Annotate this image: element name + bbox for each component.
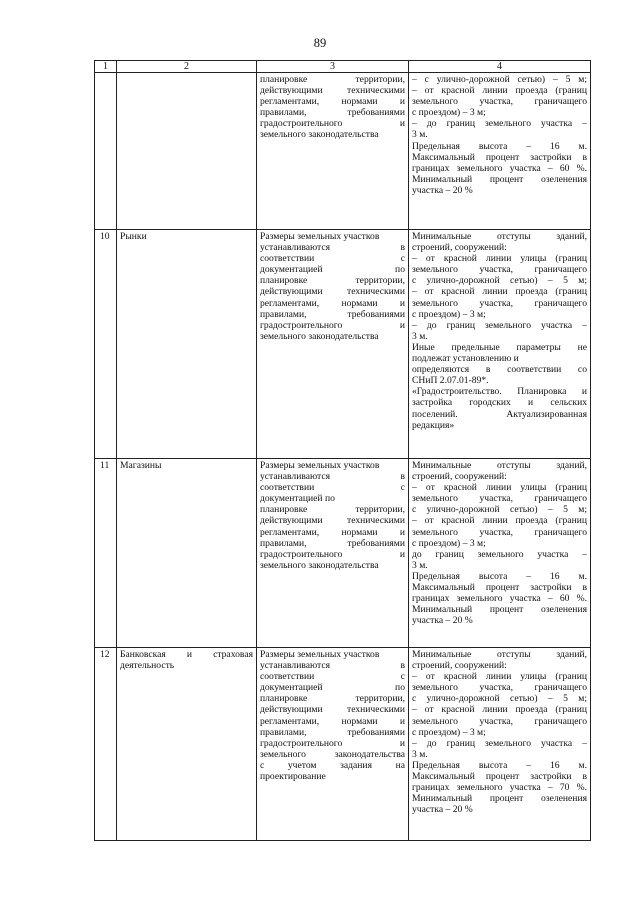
parameters-line: земельного участка, граничащего <box>412 682 587 694</box>
parameters-line: редакция» <box>412 419 455 431</box>
parameters-line: Максимальный процент застройки в <box>412 582 587 594</box>
land-size-line: градостроительного и <box>260 548 405 560</box>
parameters-line: с проездом) – 3 м; <box>412 537 486 549</box>
parameters-line: земельного участка, граничащего <box>412 264 587 276</box>
land-size-line: планировке территории, <box>260 275 405 287</box>
parameters-line: Минимальные отступы зданий, <box>412 460 587 471</box>
parameters-line: с улично-дорожной сетью) – 5 м; <box>412 275 587 287</box>
parameters-line: определяются в соответствии со <box>412 364 587 376</box>
land-size-line: правилами, требованиями <box>260 107 405 119</box>
parameters-line: границах земельного участка – 70 %. <box>412 782 587 794</box>
land-size-line: земельного законодательства <box>260 748 405 760</box>
use-type-cell <box>117 230 257 459</box>
land-size-line: устанавливаются в <box>260 242 405 254</box>
land-size-line: регламентами, нормами и <box>260 96 405 108</box>
land-size-line: правилами, требованиями <box>260 726 405 738</box>
land-size-line: устанавливаются в <box>260 471 405 483</box>
parameters-line: – от красной линии улицы (границ <box>412 253 587 265</box>
use-type-cell <box>117 648 257 841</box>
parameters-line: границах земельного участка – 60 %. <box>412 593 587 605</box>
table-row <box>95 459 591 648</box>
parameters-line: земельного участка, граничащего <box>412 96 587 108</box>
land-size-line: документацией по <box>260 682 405 694</box>
row-number <box>95 73 117 230</box>
parameters-line: 3 м. <box>412 330 428 342</box>
land-size-line: земельного законодательства <box>260 129 379 141</box>
use-type-cell <box>117 73 257 230</box>
parameters-line: 3 м. <box>412 129 428 141</box>
parameters-line: строений, сооружений: <box>412 242 507 254</box>
land-size-line: документацией по <box>260 264 405 276</box>
header-col-1: 1 <box>95 61 117 73</box>
parameters-line: строений, сооружений: <box>412 471 507 483</box>
parameters-line: 3 м. <box>412 559 428 571</box>
parameters-line: Предельная высота – 16 м. <box>412 570 587 582</box>
parameters-line: с улично-дорожной сетью) – 5 м; <box>412 504 587 516</box>
parameters-line: – до границ земельного участка – <box>412 319 587 331</box>
parameters-line: застройка городских и сельских <box>412 397 587 409</box>
land-size-line: планировке территории, <box>260 693 405 705</box>
header-col-3: 3 <box>257 61 409 73</box>
parameters-line: Минимальный процент озеленения <box>412 604 587 616</box>
parameters-line: границах земельного участка – 60 %. <box>412 162 587 174</box>
land-size-line: действующими техническими <box>260 515 405 527</box>
parameters-line: Минимальный процент озеленения <box>412 173 587 185</box>
header-col-2: 2 <box>117 61 257 73</box>
land-size-line: планировке территории, <box>260 74 405 85</box>
header-col-4: 4 <box>409 61 591 73</box>
parameters-line: – от красной линии проезда (границ <box>412 286 587 298</box>
parameters-line: – от красной линии проезда (границ <box>412 85 587 97</box>
land-size-line: Размеры земельных участков <box>260 460 380 471</box>
table-row <box>95 230 591 459</box>
land-size-line: действующими техническими <box>260 704 405 716</box>
parameters-line: – до границ земельного участка – <box>412 737 587 749</box>
land-size-line: действующими техническими <box>260 85 405 97</box>
parameters-line: до границ земельного участка – <box>412 548 587 560</box>
table-row <box>95 648 591 841</box>
parameters-line: – от красной линии проезда (границ <box>412 704 587 716</box>
land-size-cell <box>257 648 409 841</box>
land-size-line: регламентами, нормами и <box>260 297 405 309</box>
parameters-line: земельного участка, граничащего <box>412 493 587 505</box>
parameters-line: Минимальный процент озеленения <box>412 793 587 805</box>
parameters-line: с проездом) – 3 м; <box>412 308 486 320</box>
regulations-table <box>94 60 591 841</box>
parameters-line: участка – 20 % <box>412 804 473 816</box>
use-type-line: деятельность <box>120 660 175 672</box>
parameters-line: Максимальный процент застройки в <box>412 151 587 163</box>
parameters-line: «Градостроительство. Планировка и <box>412 386 587 398</box>
parameters-line: земельного участка, граничащего <box>412 715 587 727</box>
table-row <box>95 73 591 230</box>
parameters-line: участка – 20 % <box>412 615 473 627</box>
row-number: 11 <box>95 459 117 648</box>
parameters-line: подлежат установлению и <box>412 353 519 365</box>
parameters-line: поселений. Актуализированная <box>412 408 587 420</box>
parameters-line: с проездом) – 3 м; <box>412 726 486 738</box>
land-size-cell <box>257 230 409 459</box>
parameters-line: Минимальные отступы зданий, <box>412 231 587 242</box>
land-size-line: земельного законодательства <box>260 330 379 342</box>
land-size-line: регламентами, нормами и <box>260 715 405 727</box>
parameters-line: участка – 20 % <box>412 184 473 196</box>
parameters-line: строений, сооружений: <box>412 660 507 672</box>
land-size-line: проектирование <box>260 771 326 783</box>
land-size-line: действующими техническими <box>260 286 405 298</box>
land-size-line: Размеры земельных участков <box>260 649 380 660</box>
parameters-line: Иные предельные параметры не <box>412 341 587 353</box>
land-size-line: градостроительного и <box>260 319 405 331</box>
use-type-cell <box>117 459 257 648</box>
use-type-line: Магазины <box>120 460 162 471</box>
parameters-line: с проездом) – 3 м; <box>412 107 486 119</box>
land-size-cell <box>257 73 409 230</box>
parameters-cell <box>409 230 591 459</box>
parameters-line: Предельная высота – 16 м. <box>412 759 587 771</box>
parameters-cell <box>409 648 591 841</box>
use-type-line: Банковская и страховая <box>120 649 253 660</box>
parameters-line: – от красной линии улицы (границ <box>412 671 587 683</box>
page-number: 89 <box>313 36 327 50</box>
parameters-line: СНиП 2.07.01-89*. <box>412 375 489 387</box>
parameters-line: – от красной линии проезда (границ <box>412 515 587 527</box>
parameters-line: 3 м. <box>412 748 428 760</box>
parameters-cell <box>409 73 591 230</box>
parameters-cell <box>409 459 591 648</box>
land-size-line: Размеры земельных участков <box>260 231 380 242</box>
land-size-line: планировке территории, <box>260 504 405 516</box>
land-size-line: регламентами, нормами и <box>260 526 405 538</box>
table-header-row <box>95 61 591 73</box>
row-number: 12 <box>95 648 117 841</box>
land-size-line: градостроительного и <box>260 737 405 749</box>
parameters-line: с улично-дорожной сетью) – 5 м; <box>412 693 587 705</box>
use-type-line: Рынки <box>120 231 147 242</box>
land-size-line: соответствии с <box>260 482 405 494</box>
parameters-line: Максимальный процент застройки в <box>412 771 587 783</box>
land-size-line: соответствии с <box>260 253 405 265</box>
land-size-line: градостроительного и <box>260 118 405 130</box>
land-size-line: документацией по <box>260 493 335 505</box>
land-size-line: правилами, требованиями <box>260 308 405 320</box>
parameters-line: земельного участка, граничащего <box>412 526 587 538</box>
parameters-line: земельного участка, граничащего <box>412 297 587 309</box>
land-size-line: с учетом задания на <box>260 759 405 771</box>
land-size-line: земельного законодательства <box>260 559 379 571</box>
parameters-line: Предельная высота – 16 м. <box>412 140 587 152</box>
row-number: 10 <box>95 230 117 459</box>
table-body <box>95 73 591 841</box>
land-size-line: устанавливаются в <box>260 660 405 672</box>
parameters-line: – до границ земельного участка – <box>412 118 587 130</box>
parameters-line: – от красной линии улицы (границ <box>412 482 587 494</box>
land-size-line: соответствии с <box>260 671 405 683</box>
land-size-cell <box>257 459 409 648</box>
parameters-line: Минимальные отступы зданий, <box>412 649 587 660</box>
parameters-line: – с улично-дорожной сетью) – 5 м; <box>412 74 587 85</box>
land-size-line: правилами, требованиями <box>260 537 405 549</box>
